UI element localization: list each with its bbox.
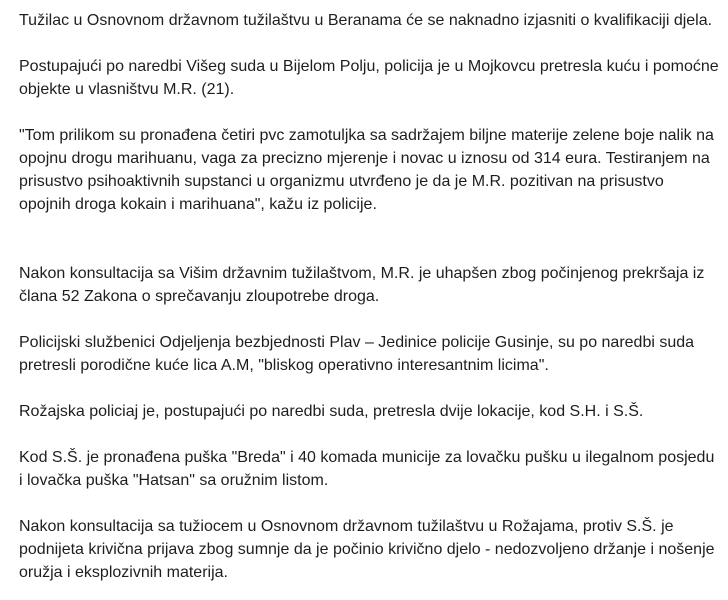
paragraph-prosecutor-statement: Tužilac u Osnovnom državnom tužilaštvu u Beranama će se naknadno izjasniti o kvalifikaciji djela. (19, 12, 713, 29)
paragraph-arrest: Nakon konsultacija sa Višim državnim tužilaštvom, M.R. je uhapšen zbog počinjenog prekršaja iz člana 52 Zakona o sprečavanju zloupotrebe droga. (19, 265, 705, 305)
paragraph-rozaje-search: Rožajska policiaj je, postupajući po naredbi suda, pretresla dvije lokacije, kod S.H. i S.Š. (19, 403, 644, 420)
paragraph-mojkovac-search: Postupajući po naredbi Višeg suda u Bijelom Polju, policija je u Mojkovcu pretresla kuću i pomoćne objekte u vlasništvu M.R. (21). (19, 58, 719, 98)
paragraph-police-quote: "Tom prilikom su pronađena četiri pvc zamotuljka sa sadržajem biljne materije zelene boje nalik na opojnu drogu marihuanu, vaga za precizno mjerenje i novac u iznosu od 314 eura. Testiranjem na prisustvo psihoaktivnih supstanci u organizmu utvrđeno je da je M.R. pozitivan na prisustvo opojnih droga kokain i marihuana", kažu iz policije. (19, 127, 714, 213)
paragraph-weapons-found: Kod S.Š. je pronađena puška "Breda" i 40 komada municije za lovačku pušku u ilegalnom posjedu i lovačka puška "Hatsan" sa oružnim listom. (19, 449, 715, 489)
paragraph-plav-search: Policijski službenici Odjeljenja bezbjednosti Plav – Jedinice policije Gusinje, su po naredbi suda pretresli porodične kuće lica A.M, "bliskog operativno interesantnim licima". (19, 334, 695, 374)
paragraph-criminal-charge: Nakon konsultacija sa tužiocem u Osnovnom državnom tužilaštvu u Rožajama, protiv S.Š. je podnijeta krivična prijava zbog sumnje da je počinio krivično djelo - nedozvoljeno držanje i nošenje oružja i eksplozivnih materija. (19, 518, 715, 581)
